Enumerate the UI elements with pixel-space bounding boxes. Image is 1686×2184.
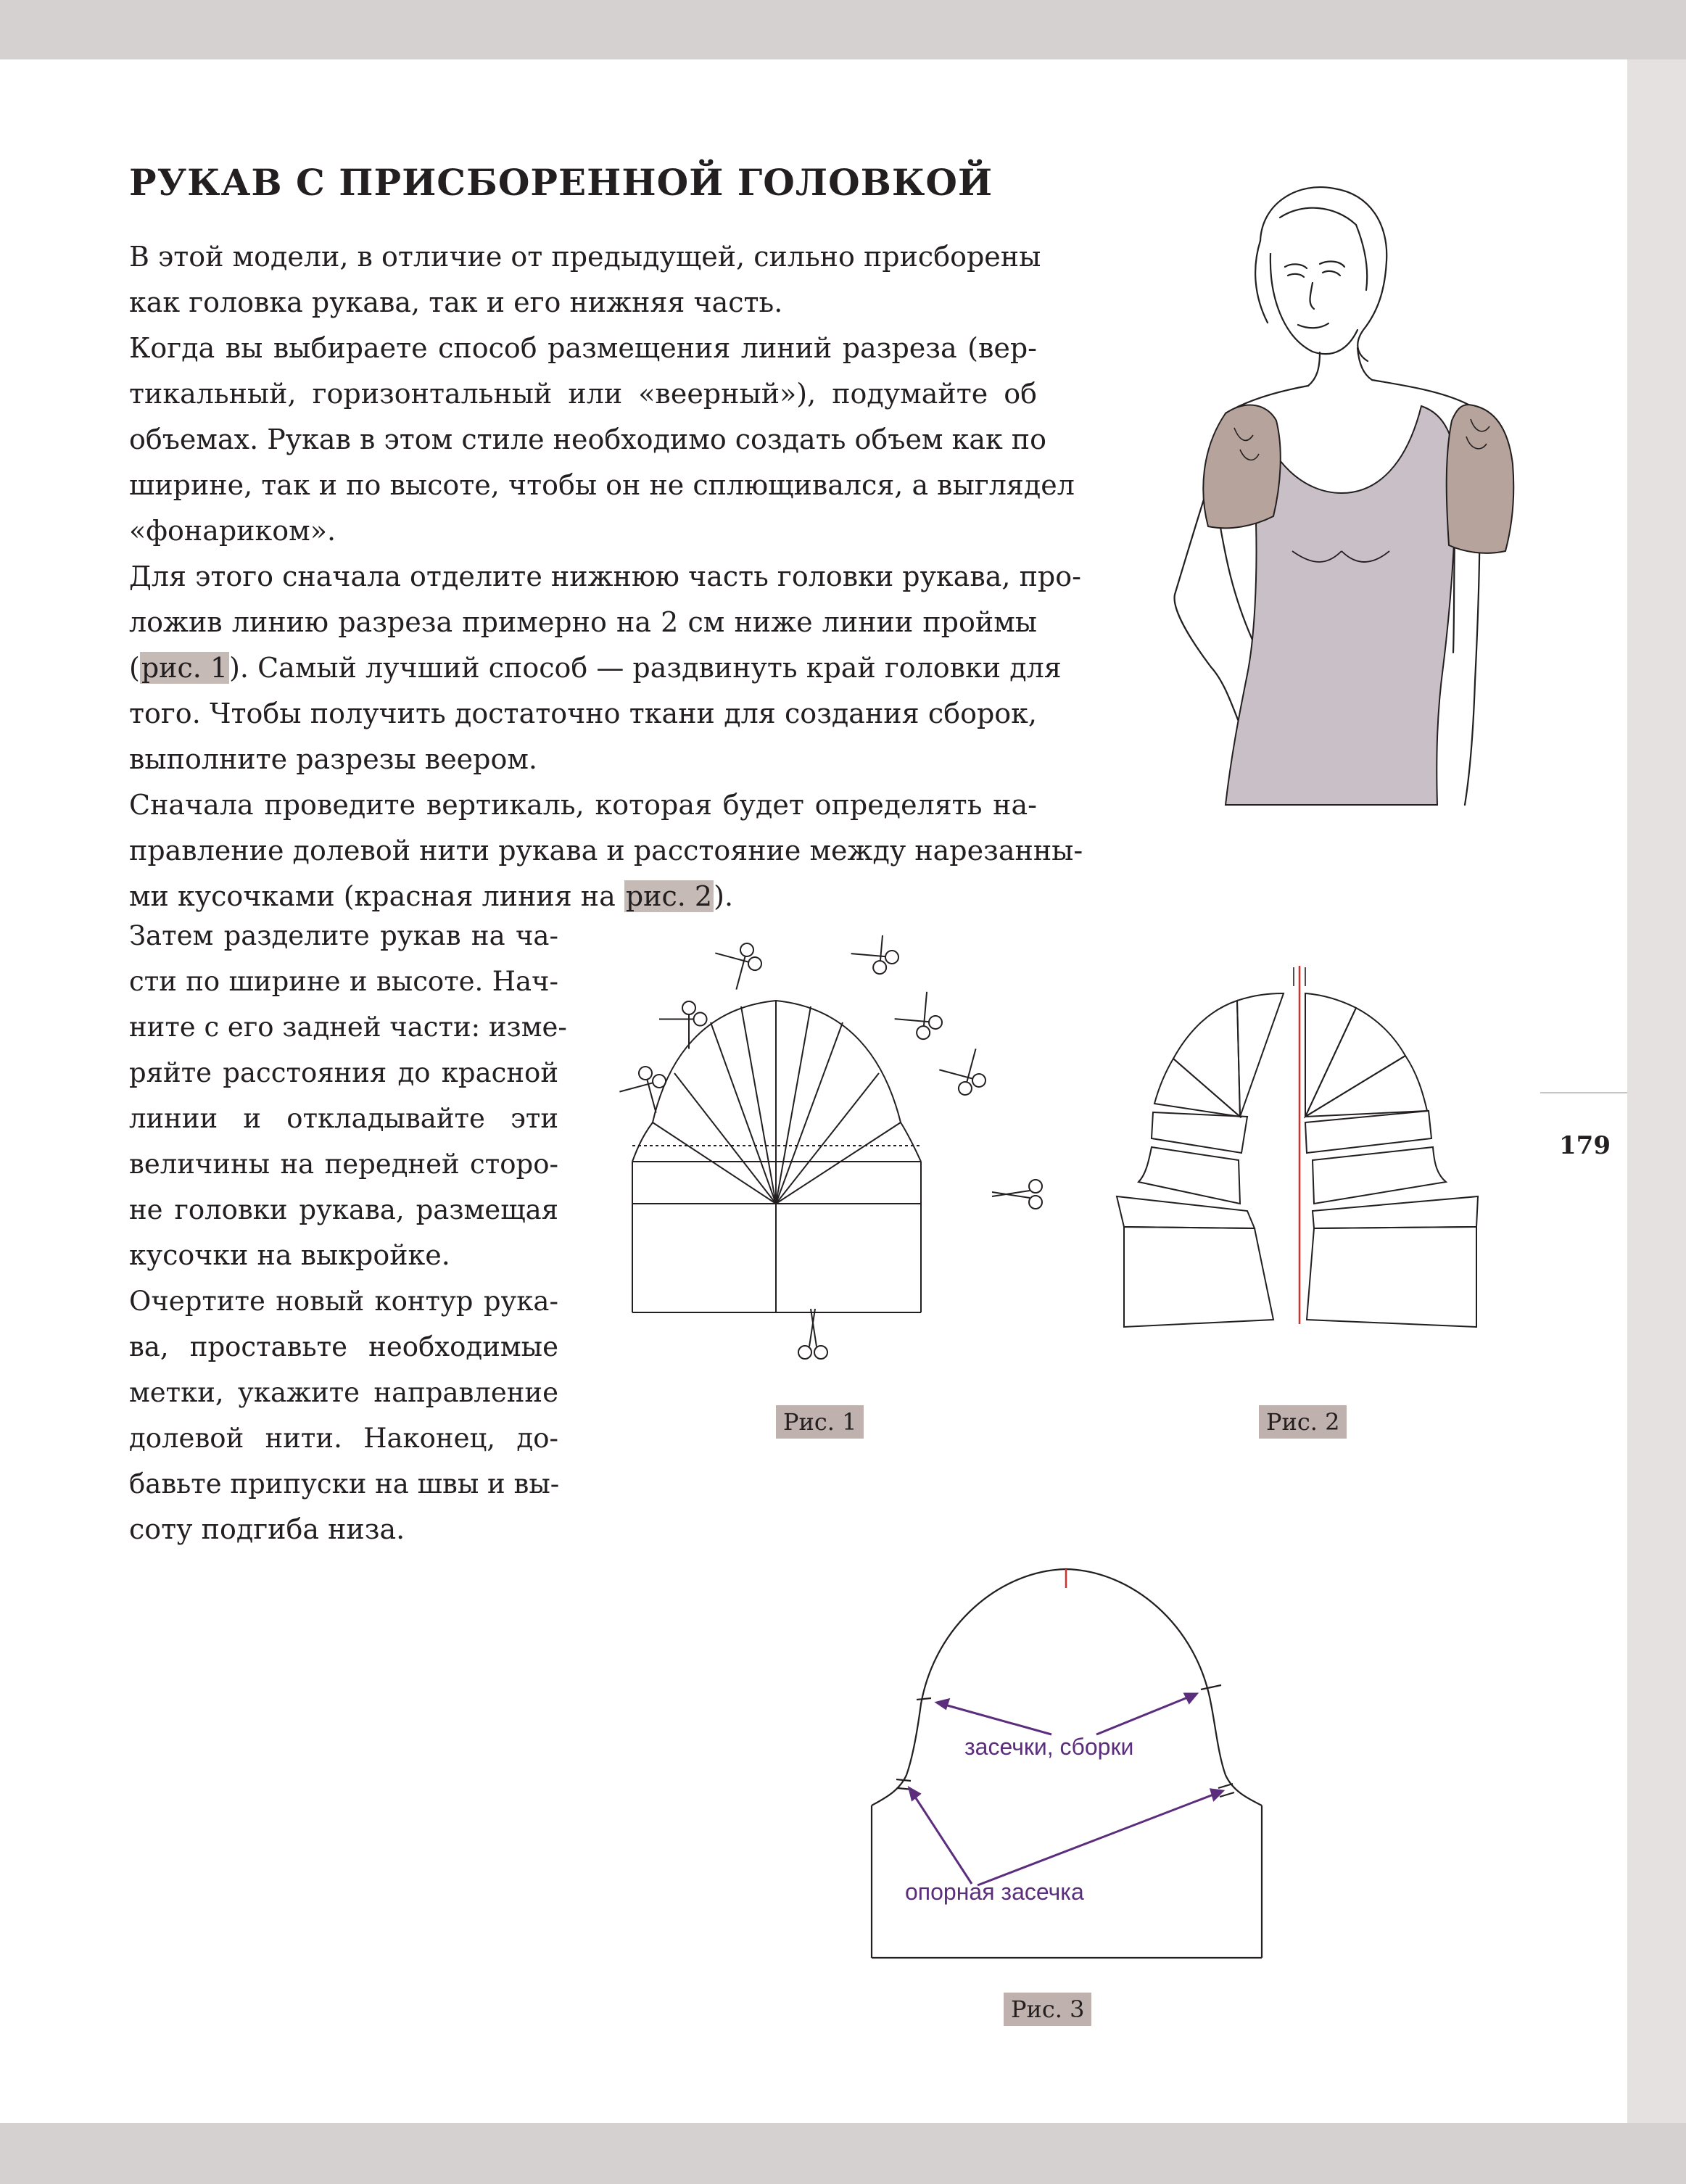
text-run: ( <box>129 652 140 684</box>
text-line: метки, укажите направление <box>129 1377 558 1408</box>
page-number-rule <box>1540 1092 1627 1093</box>
text-line: ширине, так и по высоте, чтобы он не сплющивался, а выглядел <box>129 469 1075 501</box>
scissors-icon <box>715 935 766 990</box>
text-line: соту подгиба низа. <box>129 1513 405 1545</box>
text-line: объемах. Рукав в этом стиле необходимо создать объем как по <box>129 423 1047 455</box>
scissors-icon <box>659 994 714 1049</box>
text-line <box>129 645 1062 691</box>
text-line: того. Чтобы получить достаточно ткани для создания сборок, <box>129 698 1037 729</box>
scissors-icon <box>619 1061 674 1112</box>
figure-reference-2[interactable]: рис. 2 <box>625 880 713 912</box>
paragraph-5 <box>129 913 567 1278</box>
text-line: выполните разрезы веером. <box>129 743 538 775</box>
scissors-icon <box>798 1309 827 1359</box>
page-number: 179 <box>1559 1131 1611 1160</box>
text-run: ). <box>714 880 734 912</box>
paragraph-6 <box>129 1278 558 1552</box>
text-line: как головка рукава, так и его нижняя часть. <box>129 286 783 318</box>
scissors-icon <box>895 992 950 1046</box>
narrow-text-column <box>129 913 567 1552</box>
text-line: Затем разделите рукав на ча- <box>129 920 558 951</box>
scissors-icon <box>939 1048 993 1100</box>
figure-1-slashed-sleeve <box>616 935 1066 1378</box>
text-line: правление долевой нити рукава и расстояние между нарезанны- <box>129 835 1083 866</box>
text-line: сти по ширине и высоте. Нач- <box>129 966 558 997</box>
main-text-column <box>129 234 1083 919</box>
left-sleeve <box>1203 405 1280 529</box>
annotation-notches-gathers: засечки, сборки <box>964 1734 1134 1760</box>
figure-2-spread-sleeve <box>1109 957 1501 1349</box>
text-line: Сначала проведите вертикаль, которая будет определять на- <box>129 789 1037 821</box>
top-band <box>0 0 1686 59</box>
figure-3-final-sleeve <box>856 1544 1291 1980</box>
figure-3-caption: Рис. 3 <box>1004 1993 1091 2026</box>
figure-2-caption: Рис. 2 <box>1259 1405 1347 1439</box>
text-line: В этой модели, в отличие от предыдущей, сильно присборены <box>129 241 1041 273</box>
text-line: линии и откладывайте эти <box>129 1103 558 1134</box>
text-line: ва, проставьте необходимые <box>129 1331 558 1362</box>
annotation-reference-notch: опорная засечка <box>905 1879 1084 1905</box>
text-line: Очертите новый контур рука- <box>129 1286 558 1317</box>
right-margin-band <box>1627 59 1686 2123</box>
text-line: ните с его задней части: изме- <box>129 1012 567 1043</box>
figure-1-caption: Рис. 1 <box>776 1405 864 1439</box>
figure-reference-1[interactable]: рис. 1 <box>141 652 228 684</box>
model-illustration <box>1102 174 1537 812</box>
bottom-band <box>0 2123 1686 2184</box>
text-line: Для этого сначала отделите нижнюю часть головки рукава, про- <box>129 561 1081 592</box>
text-line: величины на передней сторо- <box>129 1149 558 1180</box>
text-line: тикальный, горизонтальный или «веерный»), подумайте об <box>129 378 1037 410</box>
paragraph-2 <box>129 326 1075 554</box>
right-sleeve <box>1447 405 1514 553</box>
paragraph-3 <box>129 554 1081 782</box>
text-run: ми кусочками (красная линия на <box>129 880 624 912</box>
text-line: не головки рукава, размещая <box>129 1194 558 1225</box>
text-line: кусочки на выкройке. <box>129 1239 450 1271</box>
text-line: ложив линию разреза примерно на 2 см ниже линии проймы <box>129 606 1037 638</box>
text-line: долевой нити. Наконец, до- <box>129 1423 558 1454</box>
text-line: бавьте припуски на швы и вы- <box>129 1468 560 1500</box>
text-line: «фонариком». <box>129 515 336 547</box>
page-title: РУКАВ С ПРИСБОРЕННОЙ ГОЛОВКОЙ <box>129 161 993 204</box>
scissors-icon <box>851 935 906 981</box>
text-line: Когда вы выбираете способ размещения линий разреза (вер- <box>129 332 1037 364</box>
text-line: ряйте расстояния до красной <box>129 1057 558 1088</box>
text-run: ). Самый лучший способ — раздвинуть край головки для <box>229 652 1062 684</box>
paragraph-4 <box>129 782 1083 919</box>
paragraph-1 <box>129 234 1041 326</box>
scissors-icon <box>992 1180 1042 1209</box>
